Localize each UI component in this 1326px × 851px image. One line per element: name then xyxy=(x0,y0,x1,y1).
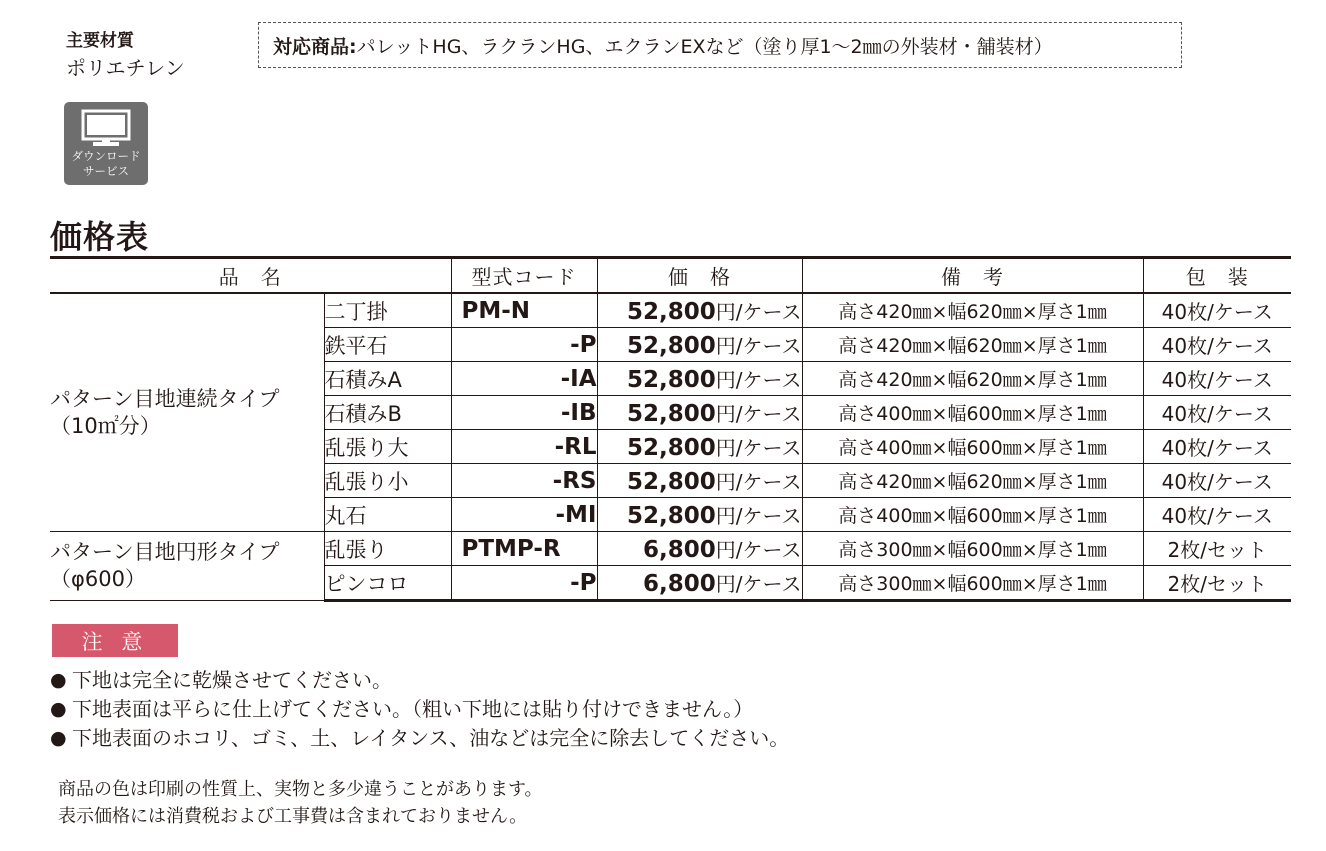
caution-text: 下地は完全に乾燥させてください。 xyxy=(72,668,392,692)
packaging: 40枚/ケース xyxy=(1143,498,1291,532)
price-unit: 円/ケース xyxy=(715,402,802,426)
packaging: 40枚/ケース xyxy=(1143,362,1291,396)
model-code: -P xyxy=(451,566,597,601)
caution-text: 下地表面のホコリ、ゴミ、土、レイタンス、油などは完全に除去してください。 xyxy=(72,726,790,750)
price-unit: 円/ケース xyxy=(715,334,802,358)
price-cell xyxy=(597,396,802,430)
product-name: 二丁掛 xyxy=(324,293,451,328)
product-name: 乱張り xyxy=(324,532,451,566)
header-model-code: 型式コード xyxy=(451,258,597,294)
footnotes xyxy=(58,776,543,830)
remarks: 高さ420㎜×幅620㎜×厚さ1㎜ xyxy=(802,464,1143,498)
model-code: PTMP-R xyxy=(451,532,597,566)
product-group-name: パターン目地連続タイプ xyxy=(50,386,280,411)
price-value: 52,800 xyxy=(626,299,716,325)
header-packaging: 包 装 xyxy=(1143,258,1291,294)
model-code: -IA xyxy=(451,362,597,396)
bullet-icon: ● xyxy=(50,727,67,749)
table-row xyxy=(50,532,1291,566)
page-title: 価格表 xyxy=(50,218,150,256)
download-service-button[interactable] xyxy=(64,102,148,185)
product-name: 石積みA xyxy=(324,362,451,396)
model-code: -IB xyxy=(451,396,597,430)
packaging: 40枚/ケース xyxy=(1143,328,1291,362)
price-cell xyxy=(597,430,802,464)
price-cell xyxy=(597,293,802,328)
compatible-products-box xyxy=(258,22,1182,68)
price-unit: 円/ケース xyxy=(715,436,802,460)
header-price: 価 格 xyxy=(597,258,802,294)
remarks: 高さ300㎜×幅600㎜×厚さ1㎜ xyxy=(802,566,1143,601)
remarks: 高さ420㎜×幅620㎜×厚さ1㎜ xyxy=(802,362,1143,396)
packaging: 40枚/ケース xyxy=(1143,430,1291,464)
price-value: 52,800 xyxy=(626,435,716,461)
remarks: 高さ300㎜×幅600㎜×厚さ1㎜ xyxy=(802,532,1143,566)
remarks: 高さ420㎜×幅620㎜×厚さ1㎜ xyxy=(802,293,1143,328)
table-row xyxy=(50,293,1291,328)
price-unit: 円/ケース xyxy=(715,572,802,596)
product-name: 乱張り大 xyxy=(324,430,451,464)
price-unit: 円/ケース xyxy=(715,368,802,392)
price-value: 52,800 xyxy=(626,469,716,495)
remarks: 高さ400㎜×幅600㎜×厚さ1㎜ xyxy=(802,430,1143,464)
model-code: PM-N xyxy=(451,293,597,328)
product-name: 鉄平石 xyxy=(324,328,451,362)
caution-text: 下地表面は平らに仕上げてください。（粗い下地には貼り付けできません。） xyxy=(72,697,754,721)
packaging: 40枚/ケース xyxy=(1143,293,1291,328)
monitor-icon xyxy=(81,109,131,147)
product-group-size: （φ600） xyxy=(50,567,146,591)
model-code: -P xyxy=(451,328,597,362)
compatible-products-text: パレットHG、ラクランHG、エクランEXなど（塗り厚1〜2㎜の外装材・舗装材） xyxy=(356,35,1053,58)
remarks: 高さ400㎜×幅600㎜×厚さ1㎜ xyxy=(802,498,1143,532)
packaging: 2枚/セット xyxy=(1143,566,1291,601)
header-product-name: 品 名 xyxy=(50,258,451,294)
download-service-label-2: サービス xyxy=(83,164,129,178)
material-label: 主要材質 xyxy=(66,31,134,51)
model-code: -MI xyxy=(451,498,597,532)
footnote-text: 商品の色は印刷の性質上、実物と多少違うことがあります。 xyxy=(58,779,543,800)
product-name: 石積みB xyxy=(324,396,451,430)
price-cell xyxy=(597,328,802,362)
price-value: 52,800 xyxy=(626,401,716,427)
packaging: 40枚/ケース xyxy=(1143,396,1291,430)
price-value: 52,800 xyxy=(626,367,716,393)
product-name: 乱張り小 xyxy=(324,464,451,498)
model-code: -RS xyxy=(451,464,597,498)
price-unit: 円/ケース xyxy=(715,300,802,324)
remarks: 高さ400㎜×幅600㎜×厚さ1㎜ xyxy=(802,396,1143,430)
price-cell xyxy=(597,498,802,532)
price-value: 52,800 xyxy=(626,333,716,359)
packaging: 2枚/セット xyxy=(1143,532,1291,566)
product-group-name: パターン目地円形タイプ xyxy=(50,540,280,564)
price-value: 6,800 xyxy=(642,571,716,597)
price-unit: 円/ケース xyxy=(715,504,802,528)
footnote-text: 表示価格には消費税および工事費は含まれておりません。 xyxy=(58,806,528,827)
product-name: 丸石 xyxy=(324,498,451,532)
price-cell xyxy=(597,532,802,566)
bullet-icon: ● xyxy=(50,669,67,691)
price-cell xyxy=(597,566,802,601)
price-value: 52,800 xyxy=(626,503,716,529)
list-item xyxy=(50,724,789,753)
download-service-label-1: ダウンロード xyxy=(71,149,141,163)
product-group-cell xyxy=(50,532,324,601)
price-value: 6,800 xyxy=(642,537,716,563)
price-table xyxy=(50,256,1291,602)
compatible-products-label: 対応商品: xyxy=(273,35,357,58)
product-name: ピンコロ xyxy=(324,566,451,601)
table-header-row xyxy=(50,258,1291,294)
bullet-icon: ● xyxy=(50,698,67,720)
model-code: -RL xyxy=(451,430,597,464)
remarks: 高さ420㎜×幅620㎜×厚さ1㎜ xyxy=(802,328,1143,362)
caution-list xyxy=(50,666,789,753)
list-item xyxy=(50,695,789,724)
product-group-size: （10㎡分） xyxy=(50,413,161,438)
price-unit: 円/ケース xyxy=(715,538,802,562)
price-unit: 円/ケース xyxy=(715,470,802,494)
price-cell xyxy=(597,464,802,498)
price-cell xyxy=(597,362,802,396)
material-value: ポリエチレン xyxy=(66,56,185,80)
product-group-cell xyxy=(50,293,324,532)
header-remarks: 備 考 xyxy=(802,258,1143,294)
list-item xyxy=(50,666,789,695)
caution-badge: 注 意 xyxy=(52,624,178,657)
packaging: 40枚/ケース xyxy=(1143,464,1291,498)
